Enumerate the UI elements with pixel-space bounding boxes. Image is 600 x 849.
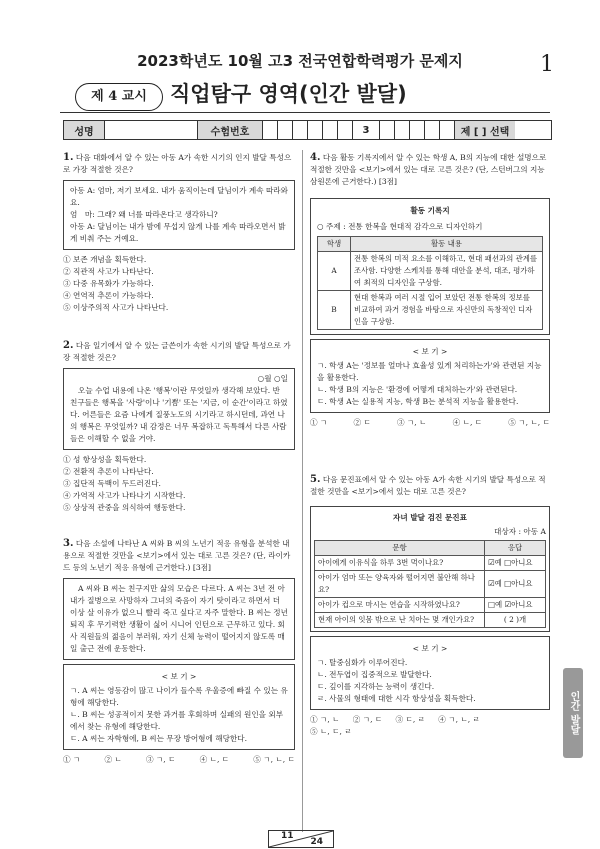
question-number: 2. xyxy=(63,340,74,351)
question-1 xyxy=(63,152,295,314)
exam-no-digit[interactable] xyxy=(338,121,353,139)
exam-no-digit[interactable] xyxy=(410,121,425,139)
period-badge: 제 4 교시 xyxy=(75,83,163,111)
novel-text: A 씨와 B 씨는 친구지만 삶의 모습은 다르다. A 씨는 3년 전 아내가 질병으로 사망하자 그녀의 죽음이 자기 탓이라고 하면서 더 이상 살 이유가 없으니 빨리 죽고 싶다고 자주 말한다. B 씨는 정년퇴직 후 무기력한 생활이 싫어 시니어 인턴으로 근무하고 있다. 회사 직원들의 젊음이 부러워, 자기 신체 능력이 떨어지지 않도록 매일 출근 전에 운동한다. xyxy=(70,584,288,653)
activity-table xyxy=(317,236,543,330)
option[interactable]: ① 성 항상성을 획득한다. xyxy=(63,455,147,464)
activity-cell: 전통 한복의 미적 요소를 이해하고, 현대 패션과의 관계를 조사함. 다양한 스케치를 통해 대안을 분석, 대조, 평가하여 최적의 디자인을 구상함. xyxy=(351,252,543,291)
dialogue-line: 아동 A: 달님이는 내가 밤에 무섭지 않게 나를 계속 따라오면서 밝게 비춰 주는 거예요. xyxy=(70,222,286,243)
col-header: 학생 xyxy=(318,237,351,252)
col-header: 응답 xyxy=(485,541,546,556)
exam-no-digit[interactable] xyxy=(263,121,278,139)
option[interactable]: ① ㄱ, ㄴ xyxy=(310,715,340,724)
bogi-item: ㄱ. 학생 A는 '정보를 얼마나 효율성 있게 처리하는가'와 관련된 지능을 활용한다. xyxy=(317,361,542,382)
bogi-title: < 보 기 > xyxy=(412,644,448,653)
answer-cell[interactable]: ☑예 □아니요 xyxy=(485,556,546,571)
option[interactable]: ① ㄱ xyxy=(63,755,81,764)
column-divider xyxy=(302,150,303,832)
question-cell: 현재 아이의 잇몸 밖으로 난 치아는 몇 개인가요? xyxy=(315,613,485,628)
question-3-stem xyxy=(63,538,295,574)
select-label: 제 [ ] 선택 xyxy=(455,121,515,139)
answer-cell[interactable]: ( 2 )개 xyxy=(485,613,546,628)
footer-current-page: 11 xyxy=(281,831,294,841)
exam-title: 2023학년도 10월 고3 전국연합학력평가 문제지 xyxy=(137,52,463,70)
option[interactable]: ⑤ 이상주의적 사고가 나타난다. xyxy=(63,303,169,312)
student-cell: A xyxy=(318,252,351,291)
option[interactable]: ② ㄴ xyxy=(104,755,122,764)
questionnaire xyxy=(310,506,550,632)
option[interactable]: ② ㄱ, ㄷ xyxy=(352,715,383,724)
option[interactable]: ⑤ 상상적 관중을 의식하여 행동한다. xyxy=(63,503,186,512)
option[interactable]: ④ ㄴ, ㄷ xyxy=(199,755,230,764)
question-number: 1. xyxy=(63,152,74,163)
bogi-item: ㄱ. 탈중심화가 이루어진다. xyxy=(317,658,408,667)
exam-no-digit[interactable] xyxy=(278,121,293,139)
name-label: 성명 xyxy=(64,121,105,139)
option[interactable]: ④ ㄴ, ㄷ xyxy=(452,418,483,427)
bogi-item: ㄱ. A 씨는 영등감이 많고 나이가 들수록 우울증에 빠질 수 있는 유형에 해당한다. xyxy=(70,686,288,707)
diary-box xyxy=(63,368,295,450)
bogi-title: < 보 기 > xyxy=(161,672,197,681)
option[interactable]: ③ 집단적 독백이 두드러진다. xyxy=(63,479,161,488)
page-number: 1 xyxy=(540,52,554,77)
option[interactable]: ② 전환적 추론이 나타난다. xyxy=(63,467,154,476)
option[interactable]: ⑤ ㄴ, ㄷ, ㄹ xyxy=(310,727,352,736)
questionnaire-table xyxy=(314,540,546,628)
student-cell: B xyxy=(318,291,351,330)
dialogue-line: 아동 A: 엄마, 저기 보세요. 내가 움직이는데 달님이가 계속 따라와요. xyxy=(70,186,288,207)
question-cell: 아이가 엄마 또는 양육자와 떨어지면 불안해 하나요? xyxy=(315,571,485,598)
option[interactable]: ① ㄱ xyxy=(310,418,328,427)
bogi-item: ㄷ. A 씨는 자학형에, B 씨는 무장 방어형에 해당한다. xyxy=(70,734,247,743)
col-header: 문항 xyxy=(315,541,485,556)
exam-no-digit[interactable] xyxy=(293,121,308,139)
exam-no-digit[interactable] xyxy=(440,121,455,139)
header-rule xyxy=(60,112,550,113)
footer-slash xyxy=(269,831,333,847)
diary-date: ○월 ○일 xyxy=(257,374,288,383)
stem-text: 다음 소설에 나타난 A 씨와 B 씨의 노년기 적응 유형을 분석한 내용으로 적절한 것만을 <보기>에서 있는 대로 고른 것은? (단, 라이카드 등의 노년기 적응 유형에 근거한다.) [3점] xyxy=(63,539,291,572)
option[interactable]: ② ㄷ xyxy=(353,418,371,427)
activity-sheet xyxy=(310,198,550,335)
option[interactable]: ⑤ ㄱ, ㄴ, ㄷ xyxy=(508,418,550,427)
bogi-box xyxy=(310,339,550,413)
student-info-row xyxy=(63,120,552,140)
exam-no-digit[interactable] xyxy=(323,121,338,139)
option[interactable]: ④ 가역적 사고가 나타나기 시작한다. xyxy=(63,491,186,500)
exam-no-fixed-digit: 3 xyxy=(353,121,380,139)
bogi-box xyxy=(63,664,295,750)
question-4 xyxy=(310,152,550,429)
question-number: 5. xyxy=(310,474,321,485)
option[interactable]: ③ ㄷ, ㄹ xyxy=(395,715,426,724)
bogi-item: ㄴ. 학생 B의 지능은 '환경에 어떻게 대처하는가'와 관련된다. xyxy=(317,385,518,394)
option[interactable]: ③ 다중 유목화가 가능하다. xyxy=(63,279,154,288)
question-2 xyxy=(63,340,295,514)
question-number: 3. xyxy=(63,538,74,549)
form-title: 자녀 발달 검진 문진표 xyxy=(393,513,467,522)
question-5 xyxy=(310,474,550,738)
question-cell: 아이가 컵으로 마시는 연습을 시작하였나요? xyxy=(315,598,485,613)
option[interactable]: ② 직관적 사고가 나타난다. xyxy=(63,267,154,276)
options-row xyxy=(310,714,480,738)
novel-box xyxy=(63,578,295,660)
stem-text: 다음 대화에서 알 수 있는 아동 A가 속한 시기의 인지 발달 특성으로 가장 적절한 것은? xyxy=(63,153,292,174)
stem-text: 다음 문진표에서 알 수 있는 아동 A가 속한 시기의 발달 특성으로 적절한 것만을 <보기>에서 있는 대로 고른 것은? xyxy=(310,475,546,496)
bogi-item: ㄴ. B 씨는 성공적이지 못한 과거를 후회하며 실패의 원인을 외부에서 찾는 유형에 해당한다. xyxy=(70,710,284,731)
activity-cell: 현대 한복과 여러 시절 입어 보았던 전통 한복의 정보를 비교하여 과거 경험을 바탕으로 자신만의 독창적인 디자인을 구상함. xyxy=(351,291,543,330)
question-5-stem xyxy=(310,474,550,498)
stem-text: 다음 일기에서 알 수 있는 글쓴이가 속한 시기의 발달 특성으로 가장 적절한 것은? xyxy=(63,341,291,362)
answer-cell[interactable]: ☑예 □아니요 xyxy=(485,571,546,598)
option[interactable]: ① 보존 개념을 획득한다. xyxy=(63,255,147,264)
bogi-title: < 보 기 > xyxy=(412,347,448,356)
bogi-item: ㄷ. 학생 A는 실용적 지능, 학생 B는 분석적 지능을 활용한다. xyxy=(317,397,519,406)
subject-side-tab: 인간 발달 xyxy=(563,668,583,758)
exam-no-label: 수험번호 xyxy=(198,121,263,139)
bogi-item: ㄴ. 전두엽이 집중적으로 발달한다. xyxy=(317,670,432,679)
page-footer xyxy=(268,830,334,848)
exam-no-digit[interactable] xyxy=(380,121,395,139)
bogi-box xyxy=(310,636,550,710)
option[interactable]: ⑤ ㄱ, ㄴ, ㄷ xyxy=(253,755,295,764)
option[interactable]: ③ ㄱ, ㄷ xyxy=(145,755,176,764)
col-header: 활동 내용 xyxy=(351,237,543,252)
question-1-stem xyxy=(63,152,295,176)
subject-title: 직업탐구 영역(인간 발달) xyxy=(170,82,407,106)
question-number: 4. xyxy=(310,152,321,163)
options-row xyxy=(310,417,550,429)
dialogue-line: 엄 마: 그래? 왜 너를 따라온다고 생각하니? xyxy=(70,210,218,219)
option[interactable]: ④ 연역적 추론이 가능하다. xyxy=(63,291,154,300)
question-3 xyxy=(63,538,295,766)
exam-no-digit[interactable] xyxy=(425,121,440,139)
question-cell: 아이에게 이유식을 하루 3번 먹이나요? xyxy=(315,556,485,571)
footer-total-pages: 24 xyxy=(310,837,323,847)
question-4-stem xyxy=(310,152,550,188)
bogi-item: ㄹ. 사물의 형태에 대한 시각 항상성을 획득한다. xyxy=(317,694,476,703)
exam-no-digit[interactable] xyxy=(308,121,323,139)
question-2-stem xyxy=(63,340,295,364)
option[interactable]: ③ ㄱ, ㄴ xyxy=(396,418,427,427)
answer-cell[interactable]: □예 ☑아니요 xyxy=(485,598,546,613)
name-field[interactable] xyxy=(105,121,198,139)
diary-text: 오늘 수업 내용에 나온 '행복'이란 무엇일까 생각해 보았다. 반 친구들은 행복을 '사랑'이나 '기쁨' 또는 '지금, 이 순간'이라고 하였다. 어른들은 요즘 나에게 질풍노도의 시기라고 하시던데, 과연 나의 행복은 무엇일까? 내 감정은 너무 복잡하고 독특해서 다른 사람들은 이해할 수 없을 거야. xyxy=(70,386,288,443)
form-target: 대상자 : 아동 A xyxy=(494,527,546,536)
dialogue-box xyxy=(63,180,295,250)
bogi-item: ㄷ. 깊이를 지각하는 능력이 생긴다. xyxy=(317,682,435,691)
stem-text: 다음 활동 기록지에서 알 수 있는 학생 A, B의 지능에 대한 설명으로 적절한 것만을 <보기>에서 있는 대로 고른 것은? (단, 스턴버그의 지능 삼원론에 근거한다.) [3점] xyxy=(310,153,547,186)
option[interactable]: ④ ㄱ, ㄴ, ㄹ xyxy=(438,715,480,724)
options-row xyxy=(63,754,295,766)
sheet-topic: ○ 주제 : 전통 한복을 현대적 감각으로 디자인하기 xyxy=(317,222,483,231)
exam-no-digit[interactable] xyxy=(395,121,410,139)
sheet-title: 활동 기록지 xyxy=(410,206,450,215)
